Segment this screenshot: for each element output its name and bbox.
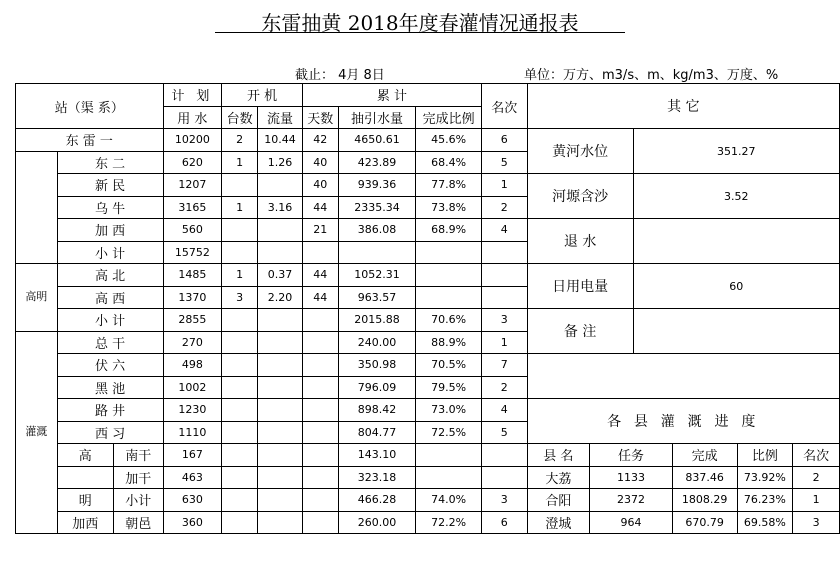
group-label-guangai: 灌溉 — [16, 331, 58, 534]
ratio: 74.0% — [416, 489, 482, 512]
plan-water: 3165 — [163, 196, 222, 219]
sub-group-gao: 高 — [57, 444, 113, 467]
flow — [258, 399, 303, 422]
drainage-value — [633, 219, 839, 264]
days: 21 — [302, 219, 338, 242]
water — [338, 241, 415, 264]
ratio — [416, 444, 482, 467]
water: 963.57 — [338, 286, 415, 309]
rank: 7 — [481, 354, 527, 377]
station-name: 总 干 — [57, 331, 163, 354]
ratio — [416, 286, 482, 309]
header-machine-count: 台数 — [222, 106, 258, 129]
water: 466.28 — [338, 489, 415, 512]
county-header-name: 县 名 — [527, 444, 590, 467]
plan-water: 630 — [163, 489, 222, 512]
plan-water: 1110 — [163, 421, 222, 444]
days — [302, 489, 338, 512]
county-done: 670.79 — [672, 511, 737, 534]
rank — [481, 264, 527, 287]
daily-power-label: 日用电量 — [527, 264, 633, 309]
ratio: 72.5% — [416, 421, 482, 444]
days — [302, 421, 338, 444]
sediment-label: 河塬含沙 — [527, 174, 633, 219]
machine-count — [222, 444, 258, 467]
county-task: 2372 — [590, 489, 673, 512]
machine-count — [222, 309, 258, 332]
rank — [481, 241, 527, 264]
days — [302, 376, 338, 399]
ratio: 68.9% — [416, 219, 482, 242]
header-days: 天数 — [302, 106, 338, 129]
county-rank: 1 — [793, 489, 840, 512]
water: 143.10 — [338, 444, 415, 467]
rank: 5 — [481, 151, 527, 174]
ratio: 88.9% — [416, 331, 482, 354]
days — [302, 466, 338, 489]
rank: 4 — [481, 219, 527, 242]
machine-count — [222, 376, 258, 399]
daily-power-value: 60 — [633, 264, 839, 309]
ratio: 72.2% — [416, 511, 482, 534]
water: 386.08 — [338, 219, 415, 242]
ratio: 45.6% — [416, 129, 482, 152]
plan-water: 1230 — [163, 399, 222, 422]
station-name: 乌 牛 — [57, 196, 163, 219]
station-name: 朝邑 — [113, 511, 163, 534]
station-name: 东 雷 一 — [16, 129, 164, 152]
machine-count — [222, 331, 258, 354]
irrigation-report-table — [15, 83, 840, 534]
water: 804.77 — [338, 421, 415, 444]
days: 44 — [302, 196, 338, 219]
rank: 1 — [481, 174, 527, 197]
ratio: 70.6% — [416, 309, 482, 332]
flow — [258, 444, 303, 467]
days — [302, 354, 338, 377]
rank: 4 — [481, 399, 527, 422]
flow — [258, 421, 303, 444]
flow: 0.37 — [258, 264, 303, 287]
water: 240.00 — [338, 331, 415, 354]
flow: 1.26 — [258, 151, 303, 174]
group-label-gaoming: 高明 — [16, 264, 58, 332]
flow — [258, 309, 303, 332]
remark-value — [633, 309, 839, 354]
plan-water: 463 — [163, 466, 222, 489]
flow: 2.20 — [258, 286, 303, 309]
water: 1052.31 — [338, 264, 415, 287]
plan-water: 15752 — [163, 241, 222, 264]
yellow-river-level-value: 351.27 — [633, 129, 839, 174]
machine-count — [222, 511, 258, 534]
flow — [258, 174, 303, 197]
days — [302, 309, 338, 332]
rank: 3 — [481, 309, 527, 332]
county-ratio: 73.92% — [737, 466, 793, 489]
flow — [258, 354, 303, 377]
header-machines: 开 机 — [222, 84, 303, 107]
rank — [481, 286, 527, 309]
rank: 5 — [481, 421, 527, 444]
county-progress-title: 各 县 灌 溉 进 度 — [527, 399, 839, 444]
days: 44 — [302, 264, 338, 287]
water: 2335.34 — [338, 196, 415, 219]
water: 4650.61 — [338, 129, 415, 152]
water: 796.09 — [338, 376, 415, 399]
sub-group-jiaxi: 加西 — [57, 511, 113, 534]
days: 44 — [302, 286, 338, 309]
days — [302, 399, 338, 422]
subtotal-name: 小 计 — [57, 309, 163, 332]
machine-count — [222, 399, 258, 422]
machine-count: 1 — [222, 264, 258, 287]
machine-count: 1 — [222, 151, 258, 174]
header-rank: 名次 — [481, 84, 527, 129]
water: 939.36 — [338, 174, 415, 197]
days — [302, 444, 338, 467]
station-name: 南干 — [113, 444, 163, 467]
plan-water: 1485 — [163, 264, 222, 287]
county-header-ratio: 比例 — [737, 444, 793, 467]
plan-water: 498 — [163, 354, 222, 377]
plan-water: 360 — [163, 511, 222, 534]
subtotal-name: 小 计 — [57, 241, 163, 264]
county-rank: 3 — [793, 511, 840, 534]
rank: 2 — [481, 376, 527, 399]
flow — [258, 466, 303, 489]
days: 42 — [302, 129, 338, 152]
machine-count: 2 — [222, 129, 258, 152]
station-name: 高 西 — [57, 286, 163, 309]
sub-group-blank — [57, 466, 113, 489]
flow — [258, 331, 303, 354]
station-name: 路 井 — [57, 399, 163, 422]
yellow-river-level-label: 黄河水位 — [527, 129, 633, 174]
rank — [481, 444, 527, 467]
machine-count — [222, 421, 258, 444]
header-water: 抽引水量 — [338, 106, 415, 129]
county-done: 837.46 — [672, 466, 737, 489]
machine-count — [222, 489, 258, 512]
water: 2015.88 — [338, 309, 415, 332]
water: 350.98 — [338, 354, 415, 377]
plan-water: 560 — [163, 219, 222, 242]
plan-water: 10200 — [163, 129, 222, 152]
flow — [258, 219, 303, 242]
rank: 2 — [481, 196, 527, 219]
machine-count — [222, 241, 258, 264]
sub-group-ming: 明 — [57, 489, 113, 512]
ratio — [416, 264, 482, 287]
water: 260.00 — [338, 511, 415, 534]
header-plan-water: 用 水 — [163, 106, 222, 129]
water: 898.42 — [338, 399, 415, 422]
water: 423.89 — [338, 151, 415, 174]
plan-water: 2855 — [163, 309, 222, 332]
machine-count — [222, 466, 258, 489]
county-name: 大荔 — [527, 466, 590, 489]
subtotal-name: 小计 — [113, 489, 163, 512]
ratio: 68.4% — [416, 151, 482, 174]
ratio — [416, 241, 482, 264]
header-other: 其 它 — [527, 84, 839, 129]
station-name: 高 北 — [57, 264, 163, 287]
station-name: 加 西 — [57, 219, 163, 242]
county-header-task: 任务 — [590, 444, 673, 467]
station-name: 新 民 — [57, 174, 163, 197]
county-header-done: 完成 — [672, 444, 737, 467]
plan-water: 270 — [163, 331, 222, 354]
plan-water: 1002 — [163, 376, 222, 399]
ratio — [416, 466, 482, 489]
rank: 3 — [481, 489, 527, 512]
ratio: 77.8% — [416, 174, 482, 197]
station-name: 黑 池 — [57, 376, 163, 399]
header-ratio: 完成比例 — [416, 106, 482, 129]
drainage-label: 退 水 — [527, 219, 633, 264]
flow — [258, 376, 303, 399]
rank — [481, 466, 527, 489]
station-name: 加干 — [113, 466, 163, 489]
county-header-rank: 名次 — [793, 444, 840, 467]
header-station: 站（渠 系） — [16, 84, 164, 129]
county-ratio: 76.23% — [737, 489, 793, 512]
header-flow: 流量 — [258, 106, 303, 129]
unit-note: 单位：万方、m3/s、m、kg/m3、万度、% — [524, 68, 779, 83]
plan-water: 620 — [163, 151, 222, 174]
rank: 1 — [481, 331, 527, 354]
station-name: 西 习 — [57, 421, 163, 444]
report-title: 东雷抽黄 2018年度春灌情况通报表 — [261, 11, 579, 35]
header-cumulative: 累 计 — [302, 84, 481, 107]
flow — [258, 511, 303, 534]
ratio: 73.8% — [416, 196, 482, 219]
machine-count — [222, 174, 258, 197]
machine-count: 3 — [222, 286, 258, 309]
flow: 10.44 — [258, 129, 303, 152]
blank-area — [527, 354, 839, 399]
days — [302, 511, 338, 534]
remark-label: 备 注 — [527, 309, 633, 354]
county-rank: 2 — [793, 466, 840, 489]
county-name: 澄城 — [527, 511, 590, 534]
county-task: 964 — [590, 511, 673, 534]
rank: 6 — [481, 129, 527, 152]
plan-water: 1370 — [163, 286, 222, 309]
group-spacer — [16, 151, 58, 264]
ratio: 79.5% — [416, 376, 482, 399]
water: 323.18 — [338, 466, 415, 489]
days: 40 — [302, 151, 338, 174]
flow — [258, 489, 303, 512]
county-task: 1133 — [590, 466, 673, 489]
plan-water: 1207 — [163, 174, 222, 197]
station-name: 东 二 — [57, 151, 163, 174]
flow — [258, 241, 303, 264]
station-name: 伏 六 — [57, 354, 163, 377]
machine-count: 1 — [222, 196, 258, 219]
rank: 6 — [481, 511, 527, 534]
header-plan: 计 划 — [163, 84, 222, 107]
machine-count — [222, 219, 258, 242]
county-done: 1808.29 — [672, 489, 737, 512]
title-underline — [215, 32, 625, 33]
days — [302, 241, 338, 264]
county-ratio: 69.58% — [737, 511, 793, 534]
machine-count — [222, 354, 258, 377]
sediment-value: 3.52 — [633, 174, 839, 219]
ratio: 73.0% — [416, 399, 482, 422]
ratio: 70.5% — [416, 354, 482, 377]
days — [302, 331, 338, 354]
county-name: 合阳 — [527, 489, 590, 512]
flow: 3.16 — [258, 196, 303, 219]
plan-water: 167 — [163, 444, 222, 467]
as-of-date: 截止： 4月 8日 — [295, 68, 385, 83]
days: 40 — [302, 174, 338, 197]
